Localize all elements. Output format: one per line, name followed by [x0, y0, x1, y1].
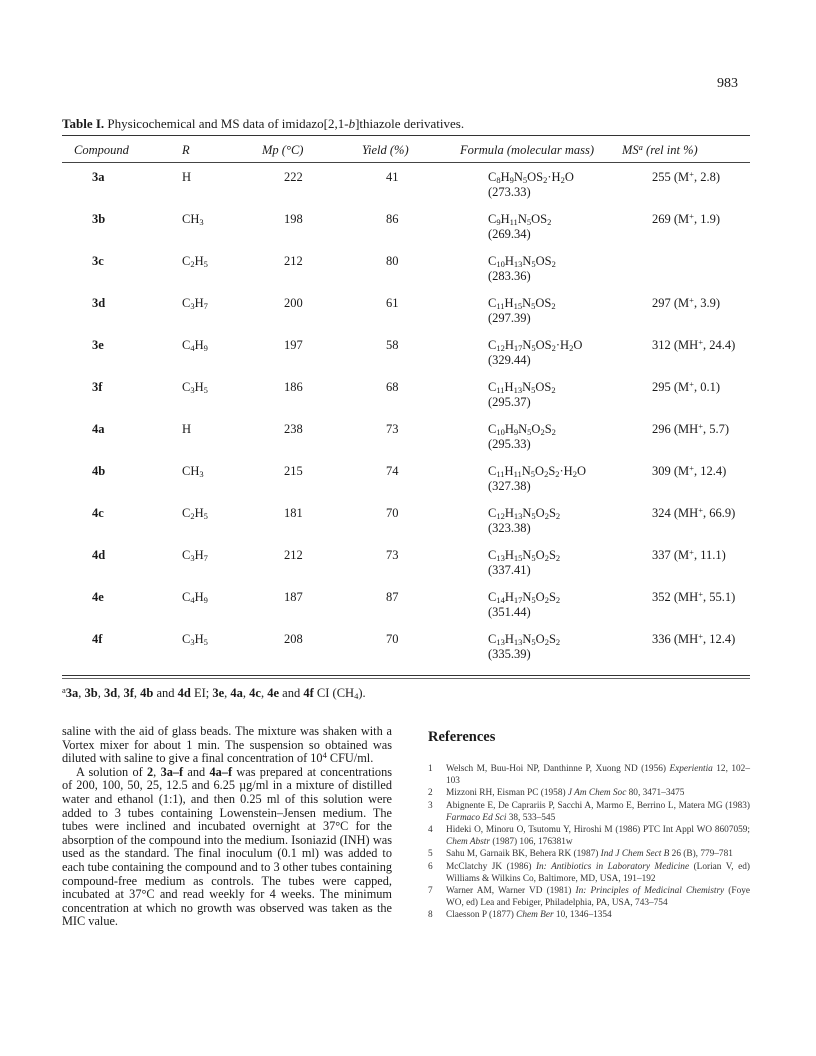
cell-ms: 269 (M+, 1.9): [652, 211, 720, 226]
table-caption-italic: b: [348, 116, 356, 131]
cell-ms: 337 (M+, 11.1): [652, 547, 726, 562]
cell-r: $C_3H_5$: [182, 632, 208, 647]
reference-text: Warner AM, Warner VD (1981) In: Principles of Medicinal Chemistry (Foye WO, ed) Lea and Febiger, Philadelphia, PA, USA, 743–754: [446, 886, 750, 909]
cell-yield: 41: [386, 170, 399, 184]
cell-mp: 186: [284, 380, 303, 394]
cell-mp: 187: [284, 590, 303, 604]
table-row: [62, 380, 750, 422]
cell-ms: 309 (M+, 12.4): [652, 463, 727, 478]
cell-r: $C_4H_9$: [182, 590, 208, 605]
cell-yield: 61: [386, 296, 399, 310]
table-row: [62, 170, 750, 212]
cell-mp: 181: [284, 506, 303, 520]
cell-compound: 4d: [92, 548, 106, 562]
cell-yield: 70: [386, 632, 399, 646]
cell-yield: 74: [386, 464, 399, 478]
cell-ms: 296 (MH+, 5.7): [652, 421, 730, 436]
cell-r: $C_3H_7$: [182, 296, 208, 311]
header-yield: Yield (%): [362, 143, 409, 157]
table-caption-text-2: ]thiazole derivatives.: [355, 116, 465, 131]
table-row: [62, 590, 750, 632]
reference-item: [428, 885, 750, 909]
reference-item: [428, 861, 750, 885]
cell-compound: 4a: [92, 422, 105, 436]
cell-ms: 295 (M+, 0.1): [652, 379, 720, 394]
reference-text: Mizzoni RH, Eisman PC (1958) J Am Chem Soc 80, 3471–3475: [446, 788, 685, 799]
reference-item: [428, 848, 750, 860]
header-ms-label: MS: [622, 143, 639, 157]
cell-yield: 80: [386, 254, 399, 268]
reference-text: Welsch M, Buu-Hoi NP, Danthinne P, Xuong ND (1956) Experientia 12, 102–103: [446, 764, 750, 787]
reference-number: 6: [428, 861, 433, 872]
cell-r: $CH_3$: [182, 212, 204, 227]
cell-yield: 68: [386, 380, 399, 394]
cell-compound: 3d: [92, 296, 106, 310]
reference-text: Hideki O, Minoru O, Tsutomu Y, Hiroshi M (1986) PTC Int Appl WO 8607059; Chem Abstr (1987) 106, 176381w: [446, 825, 750, 848]
cell-mp: 197: [284, 338, 303, 352]
cell-mp: 222: [284, 170, 303, 184]
cell-mp: 215: [284, 464, 303, 478]
cell-r: $C_3H_5$: [182, 380, 208, 395]
cell-mp: 238: [284, 422, 303, 436]
cell-yield: 86: [386, 212, 399, 226]
table-row: [62, 296, 750, 338]
table-bottom-rule-2: [62, 678, 750, 679]
header-mp: Mp (°C): [262, 143, 304, 157]
table-row: [62, 548, 750, 590]
cell-compound: 3a: [92, 170, 105, 184]
cell-compound: 4e: [92, 590, 104, 604]
reference-item: [428, 763, 750, 787]
cell-r: $C_2H_5$: [182, 254, 208, 269]
page-number: 983: [717, 76, 738, 91]
reference-number: 7: [428, 886, 433, 897]
cell-ms: 312 (MH+, 24.4): [652, 337, 736, 352]
references-list: [428, 763, 750, 922]
cell-compound: 3c: [92, 254, 104, 268]
table-row: [62, 422, 750, 464]
cell-ms: 352 (MH+, 55.1): [652, 589, 736, 604]
reference-number: 2: [428, 788, 433, 799]
cell-compound: 4b: [92, 464, 106, 478]
body-paragraph-1: saline with the aid of glass beads. The mixture was shaken with a Vortex mixer for about 1 min. The suspension so obtained was diluted with saline to give a final concentration of $10^4$ CFU/ml.: [62, 724, 392, 766]
table-bottom-rule: [62, 675, 750, 676]
reference-number: 4: [428, 825, 433, 836]
references-heading: References: [428, 729, 496, 745]
reference-text: Claesson P (1877) Chem Ber 10, 1346–1354: [446, 910, 612, 921]
cell-formula: $C_{11}H_{11}N_5O_2S_2\cdot H_2O$ (327.38): [488, 464, 586, 493]
reference-number: 5: [428, 849, 433, 860]
reference-text: Abignente E, De Caprariis P, Sacchi A, Marmo E, Berrino L, Matera MG (1983) Farmaco Ed Sci 38, 533–545: [446, 800, 750, 823]
cell-formula: $C_{13}H_{15}N_5O_2S_2$ (337.41): [488, 548, 561, 577]
reference-text: McClatchy JK (1986) In: Antibiotics in Laboratory Medicine (Lorian V, ed) Williams & Wilkins Co, Baltimore, MD, USA, 191–192: [446, 861, 750, 884]
table-footnote: $^a$3a, 3b, 3d, 3f, 4b and 4d EI; 3e, 4a, 4c, 4e and 4f CI $(CH_4)$.: [62, 685, 366, 701]
reference-item: [428, 787, 750, 799]
cell-r: $C_2H_5$: [182, 506, 208, 521]
cell-r: H: [182, 170, 192, 184]
header-ms: [622, 143, 698, 158]
table-header-row: [62, 143, 750, 159]
cell-yield: 73: [386, 548, 399, 562]
reference-item: [428, 824, 750, 848]
cell-yield: 87: [386, 590, 399, 604]
table-caption-label: Table I.: [62, 116, 105, 131]
cell-ms: 297 (M+, 3.9): [652, 295, 720, 310]
table-row: [62, 632, 750, 674]
cell-r: $C_4H_9$: [182, 338, 208, 353]
cell-ms: 336 (MH+, 12.4): [652, 631, 736, 646]
cell-formula: $C_8H_9N_5OS_2\cdot H_2O$ (273.33): [488, 170, 574, 199]
cell-compound: 3e: [92, 338, 104, 352]
cell-mp: 212: [284, 548, 303, 562]
cell-yield: 73: [386, 422, 399, 436]
table-row: [62, 464, 750, 506]
table-row: [62, 254, 750, 296]
table-header-rule: [62, 162, 750, 163]
cell-r: $CH_3$: [182, 464, 204, 479]
cell-mp: 208: [284, 632, 303, 646]
cell-yield: 58: [386, 338, 399, 352]
cell-compound: 3b: [92, 212, 106, 226]
cell-formula: $C_9H_{11}N_5OS_2$ (269.34): [488, 212, 552, 241]
reference-number: 3: [428, 800, 433, 811]
header-compound: Compound: [74, 143, 129, 157]
cell-r: H: [182, 422, 192, 436]
cell-formula: $C_{12}H_{17}N_5OS_2\cdot H_2O$ (329.44): [488, 338, 583, 367]
cell-formula: $C_{11}H_{15}N_5OS_2$ (297.39): [488, 296, 556, 325]
table-row: [62, 506, 750, 548]
cell-mp: 200: [284, 296, 303, 310]
reference-text: Sahu M, Garnaik BK, Behera RK (1987) Ind J Chem Sect B 26 (B), 779–781: [446, 849, 733, 860]
cell-compound: 4c: [92, 506, 104, 520]
header-ms-sup: a: [638, 142, 643, 152]
cell-ms: 255 (M+, 2.8): [652, 169, 720, 184]
table-caption-text-1: Physicochemical and MS data of imidazo[2,1-: [104, 116, 349, 131]
cell-mp: 198: [284, 212, 303, 226]
reference-number: 8: [428, 910, 433, 921]
cell-ms: 324 (MH+, 66.9): [652, 505, 736, 520]
table-row: [62, 212, 750, 254]
body-text: [62, 725, 392, 929]
cell-formula: $C_{10}H_9N_5O_2S_2$ (295.33): [488, 422, 556, 451]
cell-formula: $C_{13}H_{13}N_5O_2S_2$ (335.39): [488, 632, 561, 661]
table-row: [62, 338, 750, 380]
cell-formula: $C_{14}H_{17}N_5O_2S_2$ (351.44): [488, 590, 561, 619]
cell-formula: $C_{12}H_{13}N_5O_2S_2$ (323.38): [488, 506, 561, 535]
header-formula: Formula (molecular mass): [460, 143, 595, 157]
cell-mp: 212: [284, 254, 303, 268]
table-body: [62, 170, 750, 674]
cell-formula: $C_{10}H_{13}N_5OS_2$ (283.36): [488, 254, 556, 283]
reference-item: [428, 909, 750, 921]
reference-number: 1: [428, 764, 433, 774]
cell-compound: 3f: [92, 380, 103, 394]
header-r: R: [182, 143, 190, 157]
reference-item: [428, 800, 750, 824]
cell-formula: $C_{11}H_{13}N_5OS_2$ (295.37): [488, 380, 556, 409]
table-top-rule: [62, 135, 750, 136]
cell-r: $C_3H_7$: [182, 548, 208, 563]
table-caption: [62, 116, 464, 132]
cell-compound: 4f: [92, 632, 103, 646]
cell-yield: 70: [386, 506, 399, 520]
body-paragraph-2: A solution of 2, 3a–f and 4a–f was prepared at concentrations of 200, 100, 50, 25, 12.5 and 6.25 µg/ml in a mixture of distilled water and ethanol (1:1), and then 0.25 ml of this solution were added to 3 tubes containing Lowenstein–Jensen medium. The tubes were inclined and incubated overnight at 37°C for the absorption of the compound into the medium. Isoniazid (INH) was used as the standard. The final inoculum (0.1 ml) was added to each tube containing the compound and to 3 other tubes containing compound-free medium as controls. The tubes were capped, incubated at 37°C and read weekly for 4 weeks. The minimum concentration at which no growth was observed was taken as the MIC value.: [62, 764, 393, 929]
header-ms-tail: (rel int %): [642, 143, 698, 157]
